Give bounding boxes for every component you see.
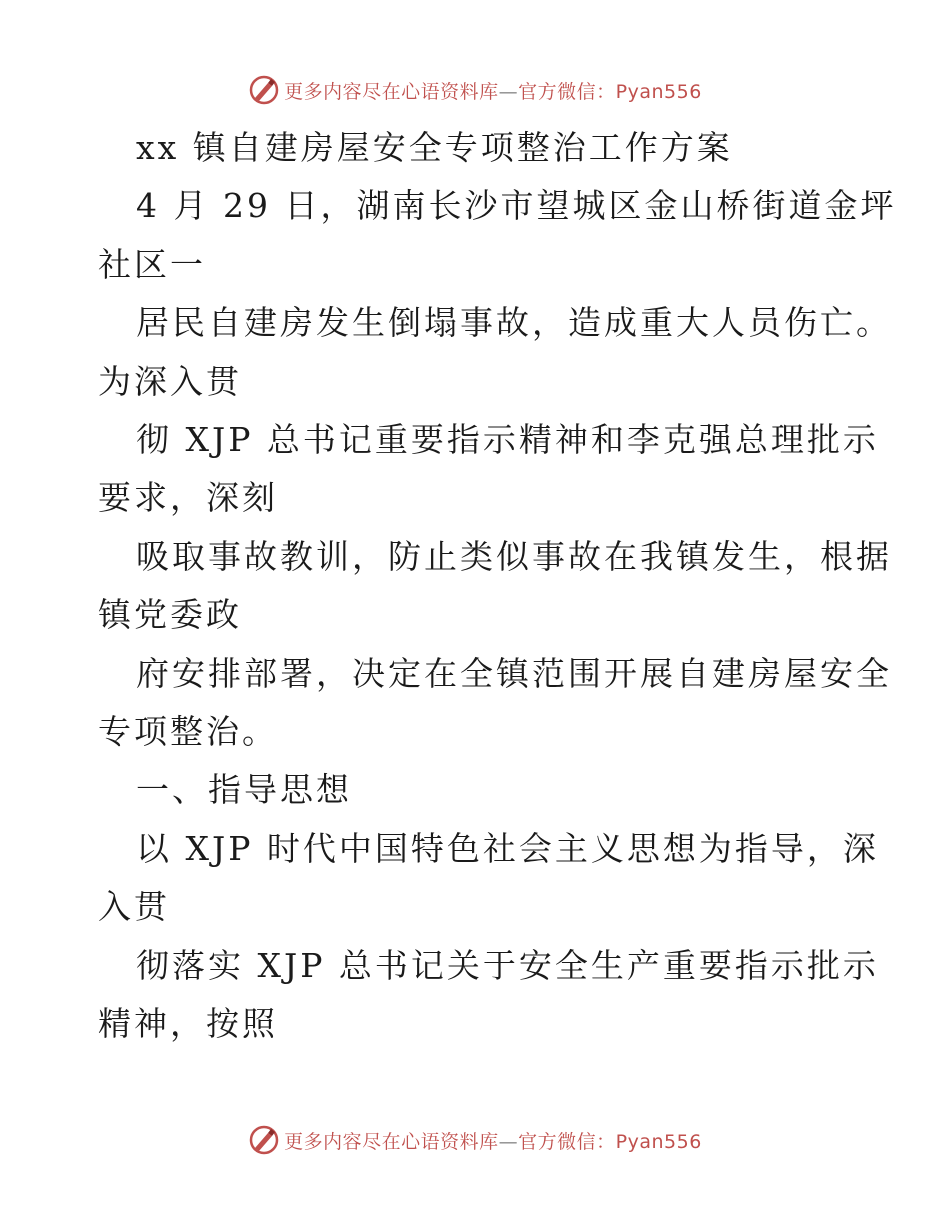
pen-logo-icon [248,1124,280,1156]
document-line: 彻落实 XJP 总书记关于安全生产重要指示批示 [136,945,879,985]
document-line: 彻 XJP 总书记重要指示精神和李克强总理批示 [136,420,879,459]
footer-watermark-banner [0,1120,950,1160]
document-title: xx 镇自建房屋安全专项整治工作方案 [136,128,733,167]
document-line: 入贯 [98,887,170,927]
document-line: 4 月 29 日，湖南长沙市望城区金山桥街道金坪 [136,186,897,226]
document-line: 镇党委政 [98,595,242,635]
banner-text: 更多内容尽在心语资料库—官方微信：Pyan556 [284,80,702,103]
document-line: 居民自建房发生倒塌事故，造成重大人员伤亡。 [136,303,892,343]
document-line: 要求，深刻 [98,478,278,518]
pen-logo-icon [248,74,280,106]
document-line: 吸取事故教训，防止类似事故在我镇发生，根据 [136,536,892,576]
document-line: 社区一 [98,244,206,284]
document-line: 专项整治。 [98,712,278,751]
header-watermark-banner [0,70,950,110]
banner-text: 更多内容尽在心语资料库—官方微信：Pyan556 [284,1130,702,1153]
document-line: 府安排部署，决定在全镇范围开展自建房屋安全 [136,653,892,693]
document-line: 精神，按照 [98,1004,278,1043]
document-line: 一、指导思想 [136,770,352,810]
document-line: 为深入贯 [98,361,242,401]
document-line: 以 XJP 时代中国特色社会主义思想为指导，深 [136,828,879,868]
